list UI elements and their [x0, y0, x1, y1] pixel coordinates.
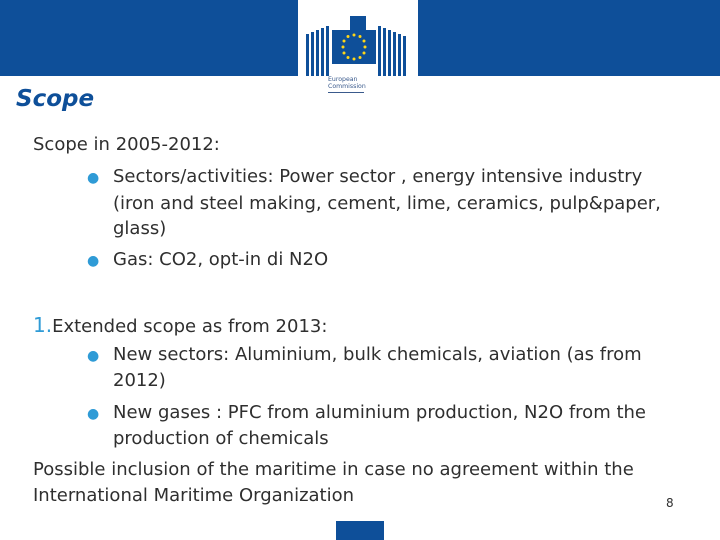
bullet-dot: ●: [87, 253, 100, 269]
european-commission-logo: [298, 0, 418, 98]
bullet-line: New gases : PFC from aluminium production, N2O from the: [113, 402, 646, 423]
bullet-line: Sectors/activities: Power sector , energy intensive industry: [113, 166, 643, 187]
bullet-line: 2012): [113, 370, 166, 391]
closing-line: International Maritime Organization: [33, 485, 355, 506]
slide-title: Scope: [16, 86, 95, 112]
item-text: Extended scope as from 2013:: [52, 316, 328, 337]
eu-flag-strip: [336, 521, 384, 540]
logo-underline: [328, 92, 364, 93]
bullet-line: glass): [113, 218, 167, 239]
closing-line: Possible inclusion of the maritime in case no agreement within the: [33, 459, 634, 480]
bullet-line: New sectors: Aluminium, bulk chemicals, aviation (as from: [113, 344, 642, 365]
logo-line-2: Commission: [328, 83, 366, 90]
bullet-dot: ●: [87, 348, 100, 364]
bullet-line: (iron and steel making, cement, lime, ceramics, pulp&paper,: [113, 193, 661, 214]
item-number: 1.: [33, 313, 53, 337]
commission-building-icon: [304, 16, 412, 76]
intro-line: Scope in 2005-2012:: [33, 134, 220, 155]
logo-text: [328, 76, 366, 90]
bullet-line: production of chemicals: [113, 428, 329, 449]
bullet-line: Gas: CO2, opt-in di N2O: [113, 249, 329, 270]
page-number: 8: [666, 496, 674, 510]
numbered-item-1: [33, 314, 327, 339]
bullet-dot: ●: [87, 170, 100, 186]
logo-line-1: European: [328, 76, 358, 83]
bullet-dot: ●: [87, 406, 100, 422]
